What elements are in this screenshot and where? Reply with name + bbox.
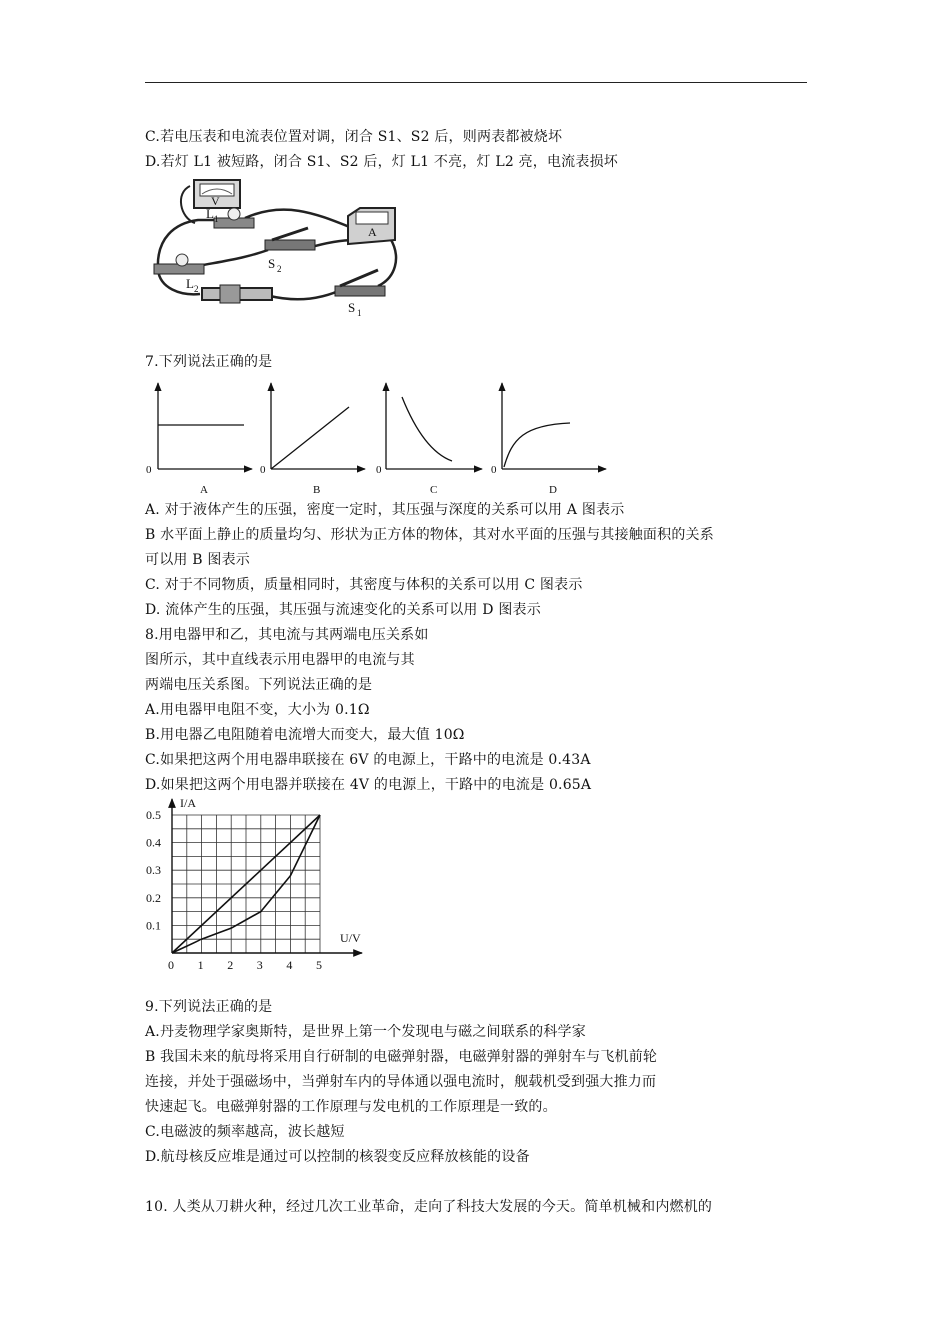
graph-b-letter: B: [313, 484, 321, 496]
iu-y-tick-label: 0.4: [146, 835, 161, 850]
graph-d-letter: D: [549, 484, 557, 496]
graph-b-origin: 0: [260, 464, 266, 476]
iu-y-tick-label: 0.3: [146, 863, 161, 878]
q9-stem: 9.下列说法正确的是: [145, 999, 273, 1015]
iu-x-tick-label: 5: [316, 958, 322, 972]
q7-stem: 7.下列说法正确的是: [145, 354, 273, 370]
q10-stem: 10. 人类从刀耕火种，经过几次工业革命，走向了科技大发展的今天。简单机械和内燃机的: [145, 1199, 713, 1215]
graph-c-origin: 0: [376, 464, 382, 476]
graph-a-letter: A: [200, 484, 208, 496]
q7-option-a: A. 对于液体产生的压强，密度一定时，其压强与深度的关系可以用 A 图表示: [145, 502, 625, 518]
iu-x-label: U/V: [340, 931, 361, 945]
q9-option-a: A.丹麦物理学家奥斯特，是世界上第一个发现电与磁之间联系的科学家: [145, 1024, 586, 1040]
q9-option-b-line3: 快速起飞。电磁弹射器的工作原理与发电机的工作原理是一致的。: [145, 1099, 557, 1115]
q6-option-d: D.若灯 L1 被短路，闭合 S1、S2 后，灯 L1 不亮，灯 L2 亮，电流表损坏: [145, 154, 618, 170]
graph-c-letter: C: [430, 484, 438, 496]
graph-a-origin: 0: [146, 464, 152, 476]
battery: [202, 285, 272, 303]
bulb-l2: [154, 254, 204, 294]
switch-s2: [265, 228, 315, 274]
s1-sub: 1: [357, 308, 362, 318]
l1-label: L: [206, 206, 214, 221]
q7-option-d: D. 流体产生的压强，其压强与流速变化的关系可以用 D 图表示: [145, 602, 541, 618]
l2-label: L: [186, 276, 194, 291]
graph-b: [260, 383, 365, 496]
ammeter: [348, 208, 395, 244]
q8-stem-line2: 图所示，其中直线表示用电器甲的电流与其: [145, 652, 415, 668]
q7-graphs: [140, 377, 612, 497]
q8-option-c: C.如果把这两个用电器串联接在 6V 的电源上，干路中的电流是 0.43A: [145, 752, 591, 768]
q9-option-d: D.航母核反应堆是通过可以控制的核裂变反应释放核能的设备: [145, 1149, 530, 1165]
l2-sub: 2: [194, 284, 199, 294]
q9-option-b-line2: 连接，并处于强磁场中，当弹射车内的导体通以强电流时，舰载机受到强大推力而: [145, 1074, 657, 1090]
q9-option-c: C.电磁波的频率越高，波长越短: [145, 1124, 345, 1140]
iu-x-tick-label: 0: [168, 958, 174, 972]
s1-label: S: [348, 300, 356, 315]
graph-a: [146, 383, 252, 496]
s2-label: S: [268, 256, 276, 271]
circuit-figure: [150, 178, 410, 320]
iu-y-tick-label: 0.1: [146, 918, 161, 933]
iu-x-tick-label: 3: [256, 958, 263, 972]
q8-option-a: A.用电器甲电阻不变，大小为 0.1Ω: [145, 702, 370, 718]
voltmeter-label: V: [211, 194, 220, 208]
iu-x-tick-label: 1: [197, 958, 204, 972]
q9-option-b-line1: B 我国未来的航母将采用自行研制的电磁弹射器，电磁弹射器的弹射车与飞机前轮: [145, 1049, 658, 1065]
q8-option-b: B.用电器乙电阻随着电流增大而变大，最大值 10Ω: [145, 727, 465, 743]
graph-d-origin: 0: [491, 464, 497, 476]
voltmeter: [194, 180, 240, 208]
q6-option-c: C.若电压表和电流表位置对调，闭合 S1、S2 后，则两表都被烧坏: [145, 129, 563, 145]
ammeter-label: A: [368, 225, 377, 239]
iu-chart: [140, 795, 380, 975]
q7-option-b-line2: 可以用 B 图表示: [145, 552, 250, 568]
iu-x-tick-label: 2: [227, 958, 234, 972]
switch-s1: [335, 270, 385, 318]
header-rule: [145, 82, 807, 83]
q8-option-d: D.如果把这两个用电器并联接在 4V 的电源上，干路中的电流是 0.65A: [145, 777, 592, 793]
iu-y-tick-label: 0.2: [146, 890, 161, 905]
l1-sub: 1: [214, 214, 219, 224]
graph-d: [491, 383, 606, 496]
q8-stem-line1: 8.用电器甲和乙，其电流与其两端电压关系如: [145, 627, 429, 643]
graph-c: [376, 383, 482, 496]
q7-option-c: C. 对于不同物质，质量相同时，其密度与体积的关系可以用 C 图表示: [145, 577, 583, 593]
iu-y-label: I/A: [180, 796, 196, 810]
s2-sub: 2: [277, 264, 282, 274]
iu-x-tick-label: 4: [286, 958, 293, 972]
q8-stem-line3: 两端电压关系图。下列说法正确的是: [145, 677, 373, 693]
iu-y-tick-label: 0.5: [146, 808, 161, 822]
q7-option-b-line1: B 水平面上静止的质量均匀、形状为正方体的物体，其对水平面的压强与其接触面积的关系: [145, 527, 714, 543]
